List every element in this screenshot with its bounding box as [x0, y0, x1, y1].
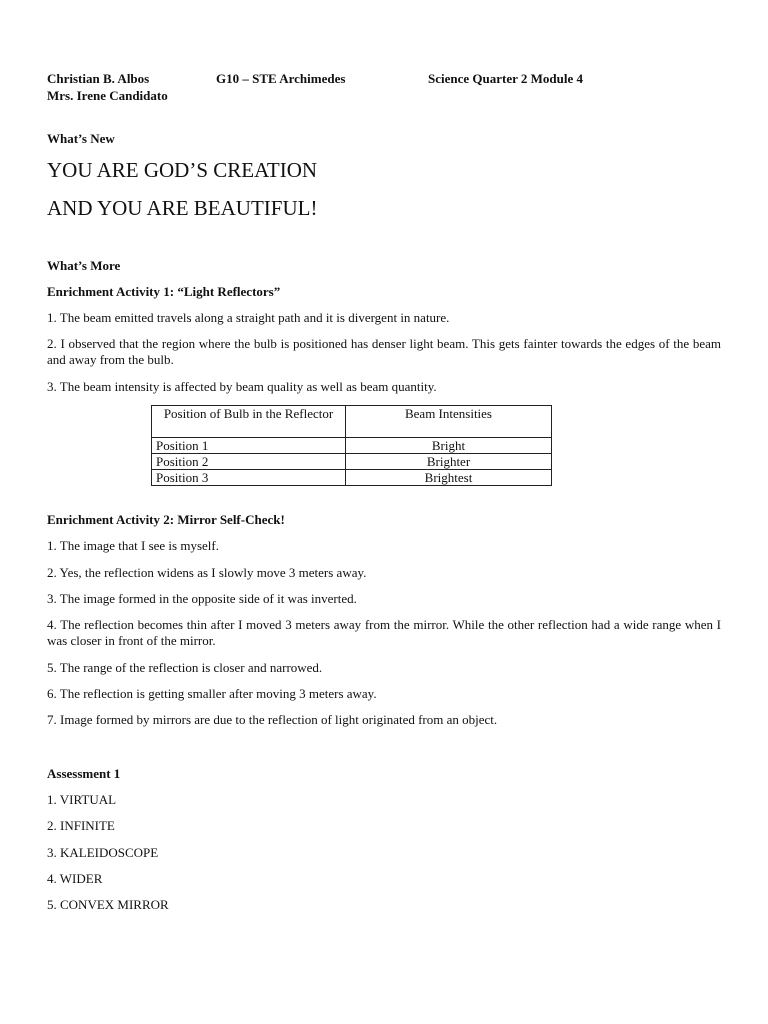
table-header-cell: Beam Intensities	[346, 406, 552, 438]
table-cell: Position 1	[152, 438, 346, 454]
grade-section: G10 – STE Archimedes	[216, 71, 346, 86]
table-cell: Position 3	[152, 470, 346, 486]
activity-2-item: 5. The range of the reflection is closer and narrowed.	[47, 660, 323, 675]
table-row	[152, 454, 552, 470]
whats-more-heading: What’s More	[47, 258, 121, 273]
activity-2-item: 7. Image formed by mirrors are due to the reflection of light originated from an object.	[47, 712, 498, 727]
subject-module: Science Quarter 2 Module 4	[428, 71, 584, 86]
assessment-answer: 1. VIRTUAL	[47, 792, 117, 807]
assessment-heading: Assessment 1	[47, 766, 121, 781]
activity-1-item: 1. The beam emitted travels along a straight path and it is divergent in nature.	[47, 310, 450, 325]
assessment-answer: 5. CONVEX MIRROR	[47, 897, 169, 912]
table-cell: Brighter	[346, 454, 552, 470]
whats-new-line-2: AND YOU ARE BEAUTIFUL!	[47, 196, 318, 220]
table-cell: Position 2	[152, 454, 346, 470]
activity-2-item: 2. Yes, the reflection widens as I slowly move 3 meters away.	[47, 565, 367, 580]
whats-new-line-1: YOU ARE GOD’S CREATION	[47, 158, 318, 182]
activity-1-item: 2. I observed that the region where the bulb is positioned has denser light beam. This gets fainter towards the edges of the beam and away from the bulb.	[47, 336, 721, 367]
student-name: Christian B. Albos	[47, 71, 150, 86]
beam-intensity-table	[151, 405, 552, 486]
table-row	[152, 470, 552, 486]
activity-2-item: 1. The image that I see is myself.	[47, 538, 219, 553]
teacher-name: Mrs. Irene Candidato	[47, 88, 168, 103]
assessment-answer: 3. KALEIDOSCOPE	[47, 845, 159, 860]
activity-1-item: 3. The beam intensity is affected by beam quality as well as beam quantity.	[47, 379, 437, 394]
table-cell: Bright	[346, 438, 552, 454]
activity-2-item: 3. The image formed in the opposite side of it was inverted.	[47, 591, 357, 606]
activity-2-item: 6. The reflection is getting smaller after moving 3 meters away.	[47, 686, 377, 701]
table-cell: Brightest	[346, 470, 552, 486]
activity-2-title: Enrichment Activity 2: Mirror Self-Check!	[47, 512, 285, 527]
table-header-cell: Position of Bulb in the Reflector	[152, 406, 346, 438]
assessment-answer: 2. INFINITE	[47, 818, 115, 833]
activity-1-title: Enrichment Activity 1: “Light Reflectors”	[47, 284, 281, 299]
whats-new-heading: What’s New	[47, 131, 115, 146]
table-header-row	[152, 406, 552, 438]
assessment-answer: 4. WIDER	[47, 871, 103, 886]
activity-2-item: 4. The reflection becomes thin after I moved 3 meters away from the mirror. While the other reflection had a wide range when I was closer in front of the mirror.	[47, 617, 721, 648]
table-row	[152, 438, 552, 454]
